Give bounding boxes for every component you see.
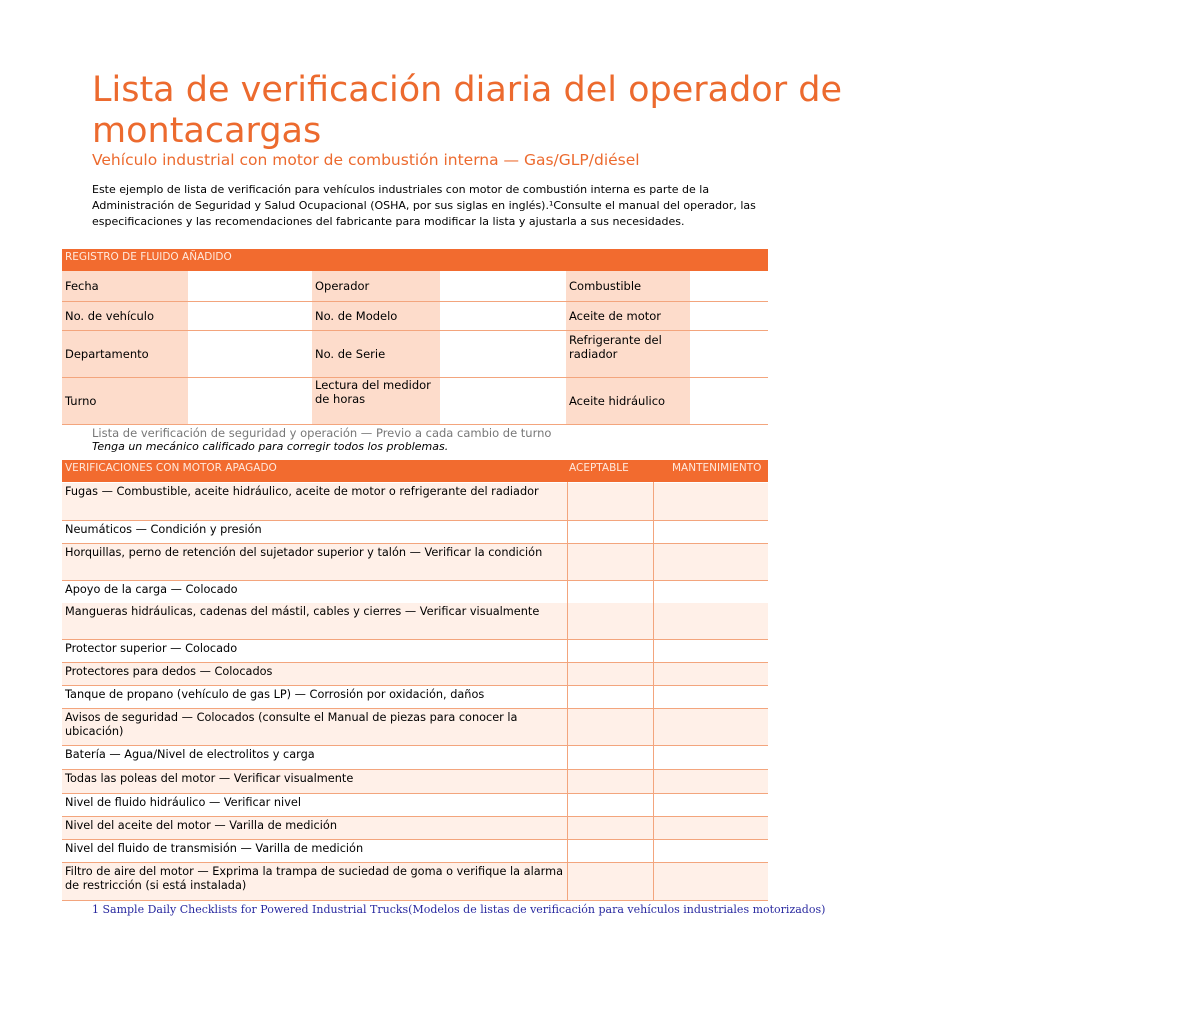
divider [62, 330, 768, 331]
intro-line: Administración de Seguridad y Salud Ocupacional (OSHA, por sus siglas en inglés).¹Consulte el manual del operador, las [92, 199, 756, 212]
operador-field[interactable] [440, 271, 566, 301]
label-combustible: Combustible [566, 271, 690, 301]
label-vehiculo: No. de vehículo [62, 302, 188, 330]
divider [62, 377, 768, 378]
check-item-label: Apoyo de la carga — Colocado [65, 583, 238, 596]
mantenimiento-cell[interactable] [654, 770, 768, 793]
departamento-field[interactable] [188, 331, 312, 377]
col-mantenimiento: MANTENIMIENTO [672, 462, 762, 474]
mantenimiento-cell[interactable] [654, 794, 768, 816]
mantenimiento-cell[interactable] [654, 581, 768, 603]
checks-header: VERIFICACIONES CON MOTOR APAGADO [62, 460, 768, 482]
check-item-label: Tanque de propano (vehículo de gas LP) — Corrosión por oxidación, daños [65, 688, 485, 701]
aceptable-cell[interactable] [568, 581, 653, 603]
aceptable-cell[interactable] [568, 640, 653, 662]
aceptable-cell[interactable] [568, 603, 653, 639]
checklist-note: Lista de verificación de seguridad y operación — Previo a cada cambio de turno [92, 426, 552, 440]
aceptable-cell[interactable] [568, 770, 653, 793]
mantenimiento-cell[interactable] [654, 686, 768, 708]
aceptable-cell[interactable] [568, 840, 653, 862]
horas-field[interactable] [440, 378, 566, 424]
mantenimiento-cell[interactable] [654, 709, 768, 745]
aceptable-cell[interactable] [568, 794, 653, 816]
check-item-label: Nivel del aceite del motor — Varilla de medición [65, 819, 337, 832]
column-divider [653, 482, 654, 900]
intro-line: especificaciones y las recomendaciones del fabricante para modificar la lista y ajustarla a sus necesidades. [92, 215, 685, 228]
label-refrigerante: Refrigerante del radiador [566, 331, 690, 377]
title-line-2: montacargas [92, 111, 322, 151]
mantenimiento-cell[interactable] [654, 603, 768, 639]
aceptable-cell[interactable] [568, 544, 653, 580]
combustible-field[interactable] [690, 271, 768, 301]
aceptable-cell[interactable] [568, 863, 653, 900]
serie-field[interactable] [440, 331, 566, 377]
aceite-motor-field[interactable] [690, 302, 768, 330]
check-item-label: Avisos de seguridad — Colocados (consulte el Manual de piezas para conocer la ubicación) [65, 711, 518, 738]
aceptable-cell[interactable] [568, 521, 653, 543]
footnote: 1 Sample Daily Checklists for Powered Industrial Trucks(Modelos de listas de verificación para vehículos industriales motorizados) [92, 903, 826, 916]
check-item-label: Protectores para dedos — Colocados [65, 665, 273, 678]
label-aceite-hidraulico: Aceite hidráulico [566, 378, 690, 424]
mechanic-note: Tenga un mecánico calificado para corregir todos los problemas. [92, 440, 449, 453]
mantenimiento-cell[interactable] [654, 521, 768, 543]
divider [62, 900, 768, 901]
aceptable-cell[interactable] [568, 746, 653, 769]
label-modelo: No. de Modelo [312, 302, 440, 330]
check-item-label: Todas las poleas del motor — Verificar visualmente [65, 772, 354, 785]
aceptable-cell[interactable] [568, 709, 653, 745]
mantenimiento-cell[interactable] [654, 663, 768, 685]
check-item-label: Mangueras hidráulicas, cadenas del mástil, cables y cierres — Verificar visualmente [65, 605, 540, 618]
check-item-label: Filtro de aire del motor — Exprima la trampa de suciedad de goma o verifique la alarma de restricción (si está instalada) [65, 865, 564, 892]
check-item-label: Horquillas, perno de retención del sujetador superior y talón — Verificar la condición [65, 546, 543, 559]
mantenimiento-cell[interactable] [654, 483, 768, 520]
divider [62, 424, 768, 425]
fluid-register-header: REGISTRO DE FLUIDO AÑADIDO [62, 249, 768, 271]
mantenimiento-cell[interactable] [654, 863, 768, 900]
label-turno: Turno [62, 378, 188, 424]
label-aceite-motor: Aceite de motor [566, 302, 690, 330]
check-item-label: Nivel del fluido de transmisión — Varilla de medición [65, 842, 364, 855]
aceptable-cell[interactable] [568, 483, 653, 520]
check-item-label: Nivel de fluido hidráulico — Verificar nivel [65, 796, 301, 809]
check-item-label: Batería — Agua/Nivel de electrolitos y carga [65, 748, 315, 761]
mantenimiento-cell[interactable] [654, 817, 768, 839]
label-fecha: Fecha [62, 271, 188, 301]
aceite-hidraulico-field[interactable] [690, 378, 768, 424]
check-item-label: Fugas — Combustible, aceite hidráulico, aceite de motor o refrigerante del radiador [65, 485, 539, 498]
modelo-field[interactable] [440, 302, 566, 330]
title-line-1: Lista de verificación diaria del operador de [92, 70, 842, 110]
mantenimiento-cell[interactable] [654, 840, 768, 862]
label-departamento: Departamento [62, 331, 188, 377]
mantenimiento-cell[interactable] [654, 640, 768, 662]
check-item-label: Protector superior — Colocado [65, 642, 238, 655]
mantenimiento-cell[interactable] [654, 544, 768, 580]
check-item-label: Neumáticos — Condición y presión [65, 523, 262, 536]
label-serie: No. de Serie [312, 331, 440, 377]
label-horas: Lectura del medidor de horas [312, 378, 440, 424]
page-title [92, 70, 1192, 152]
column-divider [567, 482, 568, 900]
aceptable-cell[interactable] [568, 817, 653, 839]
aceptable-cell[interactable] [568, 686, 653, 708]
intro-line: Este ejemplo de lista de verificación para vehículos industriales con motor de combustión interna es parte de la [92, 183, 710, 196]
mantenimiento-cell[interactable] [654, 746, 768, 769]
intro-paragraph [92, 182, 992, 230]
divider [62, 301, 768, 302]
col-aceptable: ACEPTABLE [569, 462, 629, 474]
page-subtitle: Vehículo industrial con motor de combustión interna — Gas/GLP/diésel [92, 151, 640, 169]
fecha-field[interactable] [188, 271, 312, 301]
refrigerante-field[interactable] [690, 331, 768, 377]
label-operador: Operador [312, 271, 440, 301]
vehiculo-field[interactable] [188, 302, 312, 330]
turno-field[interactable] [188, 378, 312, 424]
aceptable-cell[interactable] [568, 663, 653, 685]
